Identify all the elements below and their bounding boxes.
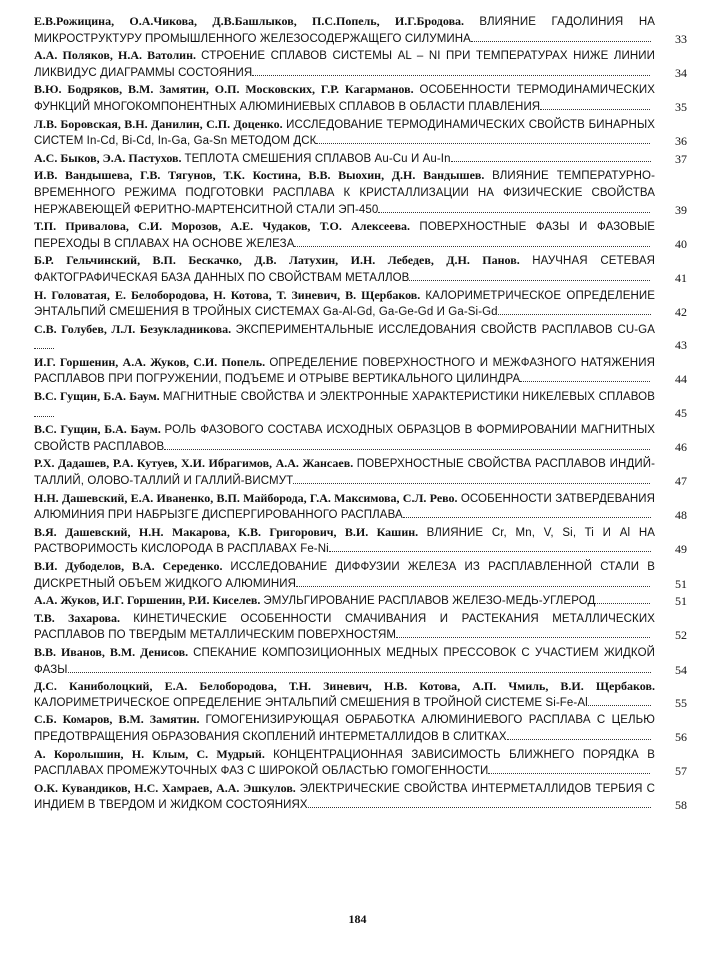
dot-leader	[316, 134, 650, 144]
entry-authors: О.К. Кувандиков, Н.С. Хамраев, А.А. Эшкулов.	[34, 780, 296, 795]
toc-entry	[34, 151, 687, 168]
entry-authors: В.Ю. Бодряков, В.М. Замятин, О.П. Московских, Г.Р. Кагарманов.	[34, 82, 414, 97]
toc-entry	[34, 48, 687, 81]
entry-title: КАЛОРИМЕТРИЧЕСКОЕ ОПРЕДЕЛЕНИЕ ЭНТАЛЬПИЙ СМЕШЕНИЯ В ТРОЙНЫХ СИСТЕМАХ Ga-Al-Gd, Ga-Ge-Gd И Ga-Si-Gd	[34, 289, 656, 319]
entry-page-number: 35	[675, 99, 687, 114]
entry-title: ОСОБЕННОСТИ ЗАТВЕРДЕВАНИЯ АЛЮМИНИЯ ПРИ НАБРЫЗГЕ ДИСПЕРГИРОВАННОГО РАСПЛАВА	[34, 492, 656, 522]
entry-page-number: 41	[675, 270, 687, 285]
dot-leader	[588, 696, 651, 706]
entry-title: ТЕПЛОТА СМЕШЕНИЯ СПЛАВОВ Au-Cu И Au-In	[184, 152, 451, 165]
entry-page-number: 45	[675, 405, 687, 420]
entry-authors: В.В. Иванов, В.М. Денисов.	[34, 644, 189, 659]
entry-title: ИССЛЕДОВАНИЕ ДИФФУЗИИ ЖЕЛЕЗА ИЗ РАСПЛАВЛЕННОЙ СТАЛИ В ДИСКРЕТНЫЙ ОБЪЕМ ЖИДКОГО АЛЮМИНИЯ	[34, 561, 655, 590]
entry-authors: И.В. Вандышева, Г.В. Тягунов, Т.К. Костина, В.В. Выохин, Д.Н. Вандышев.	[34, 168, 485, 183]
entry-page-number: 51	[675, 576, 687, 591]
entry-page-number: 37	[675, 151, 687, 166]
entry-authors: В.Я. Дашевский, Н.Н. Макарова, К.В. Григорович, В.И. Кашин.	[34, 524, 419, 539]
entry-title: КИНЕТИЧЕСКИЕ ОСОБЕННОСТИ СМАЧИВАНИЯ И РАСТЕКАНИЯ МЕТАЛЛИЧЕСКИХ РАСПЛАВОВ ПО ТВЕРДЫМ МЕТАЛЛИЧЕСКИМ ПОВЕРХНОСТЯМ	[34, 612, 655, 642]
entry-title: КАЛОРИМЕТРИЧЕСКОЕ ОПРЕДЕЛЕНИЕ ЭНТАЛЬПИЙ СМЕШЕНИЯ В ТРОЙНОЙ СИСТЕМЕ Si-Fe-Al	[34, 696, 588, 709]
entry-authors: Н. Головатая, Е. Белобородова, Н. Котова, Т. Зиневич, В. Щербаков.	[34, 287, 421, 302]
entry-title: ОСОБЕННОСТИ ТЕРМОДИНАМИЧЕСКИХ ФУНКЦИЙ МНОГОКОМПОНЕНТНЫХ АЛЮМИНИЕВЫХ СПЛАВОВ В ОБЛАСТИ ПЛАВЛЕНИЯ	[34, 84, 656, 113]
dot-leader	[396, 628, 650, 638]
entry-title: СТРОЕНИЕ СПЛАВОВ СИСТЕМЫ AL – NI ПРИ ТЕМПЕРАТУРАХ НИЖЕ ЛИНИИ ЛИКВИДУС ДИАГРАММЫ СОСТОЯНИЯ	[34, 50, 655, 79]
entry-page-number: 39	[675, 202, 687, 217]
entry-page-number: 46	[675, 439, 687, 454]
page-number: 184	[348, 912, 367, 926]
toc-entry	[34, 747, 687, 780]
entry-authors: Р.Х. Дадашев, Р.А. Кутуев, Х.И. Ибрагимов, А.А. Жансаев.	[34, 456, 354, 471]
entry-authors: Т.В. Захарова.	[34, 610, 121, 625]
dot-leader	[595, 594, 650, 604]
toc-entry	[34, 219, 687, 252]
entry-page-number: 48	[675, 508, 687, 523]
dot-leader	[329, 542, 651, 552]
entry-authors: Т.П. Привалова, С.И. Морозов, А.Е. Чудаков, Т.О. Алексеева.	[34, 219, 411, 234]
toc-entry	[34, 117, 687, 150]
dot-leader	[68, 663, 651, 673]
entry-authors: В.С. Гущин, Б.А. Баум.	[34, 389, 160, 404]
entry-title: ПОВЕРХНОСТНЫЕ СВОЙСТВА РАСПЛАВОВ ИНДИЙ-ТАЛЛИЙ, ОЛОВО-ТАЛЛИЙ И ГАЛЛИЙ-ВИСМУТ	[34, 458, 655, 488]
toc-entry	[34, 645, 687, 678]
toc-entry	[34, 456, 687, 489]
entry-page-number: 57	[675, 764, 687, 779]
toc-entry	[34, 422, 687, 455]
dot-leader	[540, 100, 650, 110]
toc-entry	[34, 253, 687, 286]
toc-entry	[34, 611, 687, 644]
toc-entry	[34, 14, 687, 47]
entry-title: СПЕКАНИЕ КОМПОЗИЦИОННЫХ МЕДНЫХ ПРЕССОВОК С УЧАСТИЕМ ЖИДКОЙ ФАЗЫ	[34, 646, 655, 676]
toc-entry	[34, 82, 687, 115]
entry-authors: В.С. Гущин, Б.А. Баум.	[34, 422, 161, 437]
dot-leader	[164, 440, 650, 450]
entry-authors: А. Королышин, Н. Клым, С. Мудрый.	[34, 746, 265, 761]
entry-title: ЭМУЛЬГИРОВАНИЕ РАСПЛАВОВ ЖЕЛЕЗО-МЕДЬ-УГЛЕРОД	[263, 595, 596, 608]
entry-page-number: 36	[675, 134, 687, 149]
entry-title: КОНЦЕНТРАЦИОННАЯ ЗАВИСИМОСТЬ БЛИЖНЕГО ПОРЯДКА В РАСПЛАВАХ ПРОМЕЖУТОЧНЫХ ФАЗ С ШИРОКОЙ ОБЛАСТЬЮ ГОМОГЕННОСТИ	[34, 748, 655, 778]
entry-page-number: 52	[675, 628, 687, 643]
entry-page-number: 33	[675, 31, 687, 46]
entry-page-number: 55	[675, 695, 687, 710]
dot-leader	[293, 474, 650, 484]
entry-title: ЭКСПЕРИМЕНТАЛЬНЫЕ ИССЛЕДОВАНИЯ СВОЙСТВ РАСПЛАВОВ CU-GA	[235, 323, 655, 336]
entry-title: ПОВЕРХНОСТНЫЕ ФАЗЫ И ФАЗОВЫЕ ПЕРЕХОДЫ В СПЛАВАХ НА ОСНОВЕ ЖЕЛЕЗА	[34, 221, 655, 250]
entry-authors: Д.С. Каниболоцкий, Е.А. Белобородова, Т.Н. Зиневич, Н.В. Котова, А.П. Чмиль, В.И. Щербаков.	[34, 679, 655, 694]
entry-title: ОПРЕДЕЛЕНИЕ ПОВЕРХНОСТНОГО И МЕЖФАЗНОГО НАТЯЖЕНИЯ РАСПЛАВОВ ПРИ ПОГРУЖЕНИИ, ПОДЪЕМЕ И ОТРЫВЕ ВЕРТИКАЛЬНОГО ЦИЛИНДРА	[34, 356, 655, 386]
entry-authors: А.С. Быков, Э.А. Пастухов.	[34, 150, 182, 165]
entry-title: РОЛЬ ФАЗОВОГО СОСТАВА ИСХОДНЫХ ОБРАЗЦОВ В ФОРМИРОВАНИИ МАГНИТНЫХ СВОЙСТВ РАСПЛАВОВ	[34, 424, 655, 453]
entry-page-number: 44	[675, 372, 687, 387]
toc-entry	[34, 355, 687, 388]
toc-entry	[34, 491, 687, 524]
entry-page-number: 43	[675, 338, 687, 353]
toc-entry	[34, 288, 687, 321]
dot-leader	[507, 730, 651, 740]
entry-authors: Л.В. Боровская, В.Н. Данилин, С.П. Доценко.	[34, 116, 283, 131]
entry-authors: Н.Н. Дашевский, Е.А. Иваненко, В.П. Майборода, Г.А. Максимова, С.Л. Рево.	[34, 490, 458, 505]
entry-title: МАГНИТНЫЕ СВОЙСТВА И ЭЛЕКТРОННЫЕ ХАРАКТЕРИСТИКИ НИКЕЛЕВЫХ СПЛАВОВ	[162, 391, 655, 404]
entry-page-number: 49	[675, 542, 687, 557]
entry-page-number: 51	[675, 594, 687, 609]
entry-title: ВЛИЯНИЕ ТЕМПЕРАТУРНО-ВРЕМЕННОГО РЕЖИМА ПОДГОТОВКИ РАСПЛАВА К КРИСТАЛЛИЗАЦИИ НА ФИЗИЧЕСКИЕ СВОЙСТВА НЕРЖАВЕЮЩЕЙ ФЕРИТНО-МАРТЕНСИТНОЙ СТАЛИ ЭП-450	[34, 170, 655, 216]
dot-leader	[34, 407, 54, 417]
dot-leader	[294, 237, 650, 247]
entry-page-number: 47	[675, 474, 687, 489]
entry-authors: С.Б. Комаров, В.М. Замятин.	[34, 712, 200, 727]
dot-leader	[409, 271, 650, 281]
toc-entry	[34, 593, 687, 610]
entry-page-number: 58	[675, 798, 687, 813]
table-of-contents	[34, 14, 687, 815]
toc-entry	[34, 525, 687, 558]
entry-authors: А.А. Поляков, Н.А. Ватолин.	[34, 48, 196, 63]
entry-title: ВЛИЯНИЕ Cr, Mn, V, Si, Ti И Al НА РАСТВОРИМОСТЬ КИСЛОРОДА В РАСПЛАВАХ Fe-Ni	[34, 526, 656, 556]
entry-page-number: 34	[675, 65, 687, 80]
dot-leader	[34, 339, 54, 349]
toc-entry	[34, 168, 687, 218]
entry-title: ЭЛЕКТРИЧЕСКИЕ СВОЙСТВА ИНТЕРМЕТАЛЛИДОВ ТЕРБИЯ С ИНДИЕМ В ТВЕРДОМ И ЖИДКОМ СОСТОЯНИЯХ	[34, 782, 655, 812]
entry-authors: Б.Р. Гельчинский, В.П. Бескачко, Д.В. Латухин, И.Н. Лебедев, Д.Н. Панов.	[34, 253, 520, 268]
dot-leader	[520, 372, 650, 382]
entry-authors: В.И. Дубоделов, В.А. Середенко.	[34, 559, 223, 573]
entry-page-number: 56	[675, 729, 687, 744]
toc-entry	[34, 712, 687, 745]
toc-entry	[34, 781, 687, 814]
dot-leader	[252, 66, 650, 76]
dot-leader	[378, 203, 650, 213]
dot-leader	[403, 508, 651, 518]
dot-leader	[488, 764, 650, 774]
toc-entry	[34, 389, 687, 421]
entry-authors: Е.В.Рожицина, О.А.Чикова, Д.В.Башлыков, П.С.Попель, И.Г.Бродова.	[34, 14, 465, 28]
entry-authors: И.Г. Горшенин, А.А. Жуков, С.И. Попель.	[34, 354, 266, 369]
entry-page-number: 42	[675, 305, 687, 320]
entry-title: ГОМОГЕНИЗИРУЮЩАЯ ОБРАБОТКА АЛЮМИНИЕВОГО РАСПЛАВА С ЦЕЛЬЮ ПРЕДОТВРАЩЕНИЯ ОБРАЗОВАНИЯ СКОПЛЕНИЙ ИНТЕРМЕТАЛЛИДОВ В СЛИТКАХ	[34, 714, 656, 743]
dot-leader	[471, 32, 651, 42]
entry-title: ВЛИЯНИЕ ГАДОЛИНИЯ НА МИКРОСТРУКТУРУ ПРОМЫШЛЕННОГО ЖЕЛЕЗОСОДЕРЖАЩЕГО СИЛУМИНА	[34, 16, 656, 45]
dot-leader	[296, 577, 650, 587]
toc-entry	[34, 322, 687, 354]
entry-authors: А.А. Жуков, И.Г. Горшенин, Р.И. Киселев.	[34, 593, 261, 608]
dot-leader	[498, 305, 651, 315]
toc-entry	[34, 679, 687, 711]
entry-page-number: 54	[675, 662, 687, 677]
entry-authors: С.В. Голубев, Л.Л. Безукладникова.	[34, 321, 232, 336]
toc-entry	[34, 559, 687, 592]
dot-leader	[451, 152, 651, 162]
entry-title: ИССЛЕДОВАНИЕ ТЕРМОДИНАМИЧЕСКИХ СВОЙСТВ БИНАРНЫХ СИСТЕМ In-Cd, Bi-Cd, In-Ga, Ga-Sn МЕТОДОМ ДСК	[34, 118, 655, 148]
entry-page-number: 40	[675, 236, 687, 251]
dot-leader	[308, 798, 651, 808]
entry-title: НАУЧНАЯ СЕТЕВАЯ ФАКТОГРАФИЧЕСКАЯ БАЗА ДАННЫХ ПО СВОЙСТВАМ МЕТАЛЛОВ	[34, 255, 656, 284]
